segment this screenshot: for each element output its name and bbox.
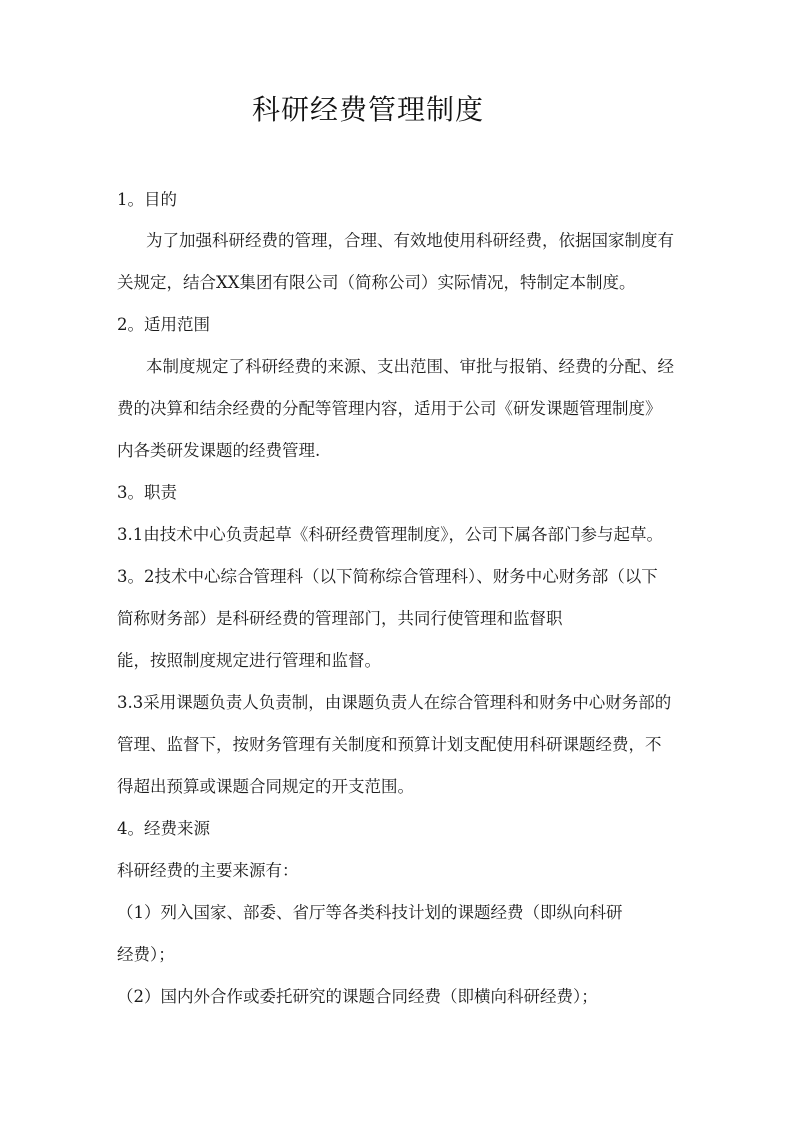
document-title: 科研经费管理制度 bbox=[252, 93, 485, 126]
paragraph-line: 3。2技术中心综合管理科（以下简称综合管理科）、财务中心财务部（以下 bbox=[117, 567, 658, 586]
list-item: （2）国内外合作或委托研究的课题合同经费（即横向科研经费）； bbox=[117, 987, 598, 1006]
paragraph-line: 3.3采用课题负责人负责制，由课题负责人在综合管理科和财务中心财务部的 bbox=[117, 693, 672, 712]
section-heading-funding-sources: 4。经费来源 bbox=[117, 819, 210, 838]
list-item-continuation: 经费）； bbox=[117, 945, 175, 964]
paragraph-line: 为了加强科研经费的管理，合理、有效地使用科研经费，依据国家制度有 bbox=[146, 231, 674, 250]
paragraph-line: 费的决算和结余经费的分配等管理内容，适用于公司《研发课题管理制度》 bbox=[117, 399, 662, 418]
paragraph-line: 关规定，结合XX集团有限公司（简称公司）实际情况，特制定本制度。 bbox=[117, 273, 636, 292]
paragraph-line: 管理、监督下，按财务管理有关制度和预算计划支配使用科研课题经费，不 bbox=[117, 735, 662, 754]
paragraph-line: 3.1由技术中心负责起草《科研经费管理制度》，公司下属各部门参与起草。 bbox=[117, 525, 663, 544]
paragraph-line: 能，按照制度规定进行管理和监督。 bbox=[117, 651, 381, 670]
paragraph-line: 本制度规定了科研经费的来源、支出范围、审批与报销、经费的分配、经 bbox=[146, 357, 674, 376]
section-heading-scope: 2。适用范围 bbox=[117, 315, 210, 334]
section-heading-purpose: 1。目的 bbox=[117, 190, 177, 209]
paragraph-line: 简称财务部）是科研经费的管理部门，共同行使管理和监督职 bbox=[117, 609, 563, 628]
section-heading-duties: 3。职责 bbox=[117, 483, 177, 502]
list-item: （1）列入国家、部委、省厅等各类科技计划的课题经费（即纵向科研 bbox=[117, 903, 623, 922]
paragraph-line: 内各类研发课题的经费管理. bbox=[117, 441, 321, 460]
paragraph-line: 科研经费的主要来源有： bbox=[117, 861, 299, 880]
paragraph-line: 得超出预算或课题合同规定的开支范围。 bbox=[117, 777, 414, 796]
